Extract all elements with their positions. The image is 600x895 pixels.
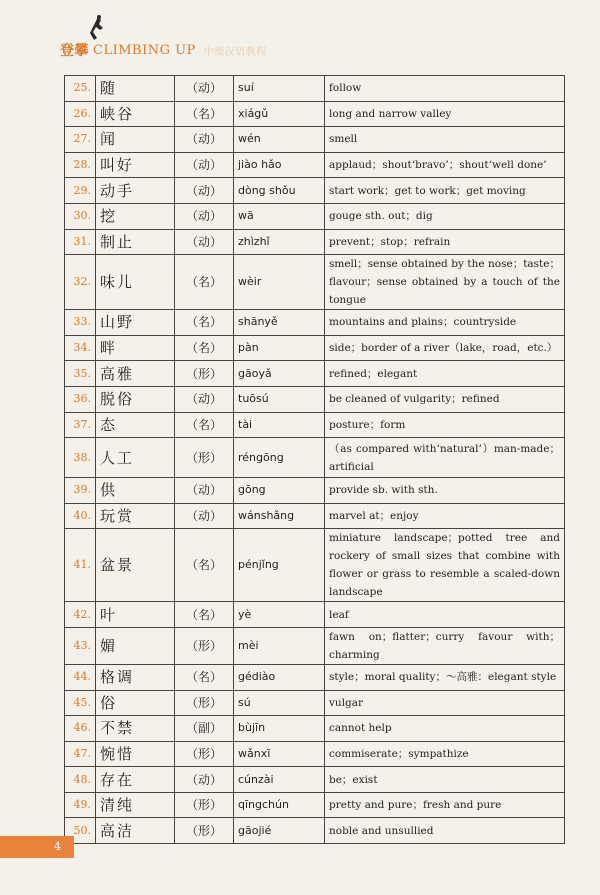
vocab-word: 山野 [96, 310, 175, 336]
table-row [65, 478, 565, 504]
row-number: 26. [65, 101, 96, 127]
vocab-word: 挖 [96, 203, 175, 229]
vocab-word: 盆景 [96, 529, 175, 602]
pinyin: dòng shǒu [234, 178, 325, 204]
vocab-word: 动手 [96, 178, 175, 204]
vocab-word: 清纯 [96, 792, 175, 818]
pinyin: réngōng [234, 438, 325, 478]
pinyin: jiào hǎo [234, 152, 325, 178]
part-of-speech: （动） [175, 478, 234, 504]
english-meaning: start work；get to work；get moving [325, 178, 565, 204]
vocab-word: 味儿 [96, 255, 175, 310]
pinyin: bùjīn [234, 716, 325, 742]
english-meaning: side；border of a river（lake，road，etc.） [325, 335, 565, 361]
vocab-word: 峡谷 [96, 101, 175, 127]
table-row [65, 602, 565, 628]
row-number: 43. [65, 627, 96, 664]
row-number: 35. [65, 361, 96, 387]
row-number: 27. [65, 127, 96, 153]
row-number: 32. [65, 255, 96, 310]
pinyin: wén [234, 127, 325, 153]
english-meaning: pretty and pure；fresh and pure [325, 792, 565, 818]
part-of-speech: （形） [175, 792, 234, 818]
table-row [65, 361, 565, 387]
part-of-speech: （动） [175, 76, 234, 102]
english-meaning: （as compared with‘natural’）man-made；artificial [325, 438, 565, 478]
table-row [65, 229, 565, 255]
page-number: 4 [54, 840, 61, 853]
table-row [65, 690, 565, 716]
vocab-word: 态 [96, 412, 175, 438]
part-of-speech: （动） [175, 178, 234, 204]
part-of-speech: （动） [175, 127, 234, 153]
pinyin: wánshǎng [234, 503, 325, 529]
part-of-speech: （名） [175, 529, 234, 602]
part-of-speech: （名） [175, 255, 234, 310]
english-meaning: provide sb. with sth. [325, 478, 565, 504]
row-number: 25. [65, 76, 96, 102]
english-meaning: marvel at；enjoy [325, 503, 565, 529]
vocab-word: 制止 [96, 229, 175, 255]
row-number: 41. [65, 529, 96, 602]
table-row [65, 767, 565, 793]
row-number: 29. [65, 178, 96, 204]
row-number: 44. [65, 664, 96, 690]
vocab-word: 供 [96, 478, 175, 504]
row-number: 36. [65, 386, 96, 412]
vocab-word: 叫好 [96, 152, 175, 178]
table-row [65, 818, 565, 844]
row-number: 45. [65, 690, 96, 716]
table-row [65, 310, 565, 336]
vocab-word: 高雅 [96, 361, 175, 387]
header-faint-text: 中级汉语教程 [203, 46, 267, 58]
english-meaning: mountains and plains；countryside [325, 310, 565, 336]
pinyin: qīngchún [234, 792, 325, 818]
english-meaning: noble and unsullied [325, 818, 565, 844]
table-row [65, 529, 565, 602]
vocab-word: 闻 [96, 127, 175, 153]
table-row [65, 412, 565, 438]
pinyin: zhìzhǐ [234, 229, 325, 255]
row-number: 28. [65, 152, 96, 178]
english-meaning: smell；sense obtained by the nose；taste；flavour；sense obtained by a touch of the tongue [325, 255, 565, 310]
row-number: 33. [65, 310, 96, 336]
english-meaning: refined；elegant [325, 361, 565, 387]
header-title-en: CLIMBING UP [93, 42, 196, 58]
part-of-speech: （名） [175, 602, 234, 628]
table-row [65, 386, 565, 412]
table-row [65, 152, 565, 178]
vocab-word: 叶 [96, 602, 175, 628]
row-number: 38. [65, 438, 96, 478]
table-row [65, 178, 565, 204]
english-meaning: prevent；stop；refrain [325, 229, 565, 255]
english-meaning: fawn on；flatter；curry favour with；charming [325, 627, 565, 664]
part-of-speech: （副） [175, 716, 234, 742]
english-meaning: be cleaned of vulgarity；refined [325, 386, 565, 412]
vocab-word: 玩赏 [96, 503, 175, 529]
pinyin: tuōsú [234, 386, 325, 412]
pinyin: shānyě [234, 310, 325, 336]
table-row [65, 741, 565, 767]
vocab-word: 脱俗 [96, 386, 175, 412]
table-row [65, 716, 565, 742]
page-number-tab [0, 836, 74, 858]
table-row [65, 203, 565, 229]
pinyin: wǎnxī [234, 741, 325, 767]
vocab-word: 存在 [96, 767, 175, 793]
vocab-word: 人工 [96, 438, 175, 478]
running-header [60, 36, 400, 64]
english-meaning: applaud；shout‘bravo’；shout‘well done’ [325, 152, 565, 178]
vocab-word: 俗 [96, 690, 175, 716]
row-number: 34. [65, 335, 96, 361]
vocabulary-table [64, 75, 565, 844]
part-of-speech: （动） [175, 152, 234, 178]
pinyin: tài [234, 412, 325, 438]
row-number: 30. [65, 203, 96, 229]
part-of-speech: （动） [175, 229, 234, 255]
pinyin: yè [234, 602, 325, 628]
part-of-speech: （形） [175, 438, 234, 478]
pinyin: mèi [234, 627, 325, 664]
row-number: 40. [65, 503, 96, 529]
pinyin: gédiào [234, 664, 325, 690]
english-meaning: vulgar [325, 690, 565, 716]
pinyin: wèir [234, 255, 325, 310]
part-of-speech: （动） [175, 767, 234, 793]
row-number: 42. [65, 602, 96, 628]
part-of-speech: （名） [175, 101, 234, 127]
pinyin: wā [234, 203, 325, 229]
part-of-speech: （动） [175, 203, 234, 229]
pinyin: gōng [234, 478, 325, 504]
part-of-speech: （形） [175, 690, 234, 716]
english-meaning: style；moral quality；～高雅：elegant style [325, 664, 565, 690]
part-of-speech: （形） [175, 741, 234, 767]
row-number: 31. [65, 229, 96, 255]
vocab-word: 高洁 [96, 818, 175, 844]
part-of-speech: （名） [175, 664, 234, 690]
english-meaning: gouge sth. out；dig [325, 203, 565, 229]
pinyin: pàn [234, 335, 325, 361]
part-of-speech: （名） [175, 412, 234, 438]
vocab-word: 不禁 [96, 716, 175, 742]
part-of-speech: （动） [175, 386, 234, 412]
table-row [65, 335, 565, 361]
english-meaning: miniature landscape；potted tree and rockery of small sizes that combine with flower or grass to resemble a scaled-down landscape [325, 529, 565, 602]
row-number: 49. [65, 792, 96, 818]
row-number: 46. [65, 716, 96, 742]
pinyin: cúnzài [234, 767, 325, 793]
pinyin: sú [234, 690, 325, 716]
table-row [65, 255, 565, 310]
vocab-word: 随 [96, 76, 175, 102]
english-meaning: cannot help [325, 716, 565, 742]
part-of-speech: （形） [175, 818, 234, 844]
english-meaning: smell [325, 127, 565, 153]
pinyin: pénjǐng [234, 529, 325, 602]
pinyin: gāojié [234, 818, 325, 844]
english-meaning: long and narrow valley [325, 101, 565, 127]
english-meaning: leaf [325, 602, 565, 628]
english-meaning: commiserate；sympathize [325, 741, 565, 767]
part-of-speech: （名） [175, 335, 234, 361]
table-row [65, 792, 565, 818]
header-title-cn: 登攀 [60, 43, 89, 59]
part-of-speech: （名） [175, 310, 234, 336]
vocab-word: 畔 [96, 335, 175, 361]
vocab-word: 惋惜 [96, 741, 175, 767]
vocab-word: 格调 [96, 664, 175, 690]
table-row [65, 127, 565, 153]
row-number: 39. [65, 478, 96, 504]
part-of-speech: （形） [175, 627, 234, 664]
english-meaning: be；exist [325, 767, 565, 793]
row-number: 48. [65, 767, 96, 793]
english-meaning: follow [325, 76, 565, 102]
pinyin: xiágǔ [234, 101, 325, 127]
table-row [65, 76, 565, 102]
pinyin: gāoyǎ [234, 361, 325, 387]
part-of-speech: （动） [175, 503, 234, 529]
part-of-speech: （形） [175, 361, 234, 387]
table-row [65, 664, 565, 690]
table-row [65, 438, 565, 478]
pinyin: suí [234, 76, 325, 102]
vocab-word: 媚 [96, 627, 175, 664]
table-row [65, 627, 565, 664]
english-meaning: posture；form [325, 412, 565, 438]
table-row [65, 101, 565, 127]
row-number: 50. [65, 818, 96, 844]
row-number: 37. [65, 412, 96, 438]
table-row [65, 503, 565, 529]
row-number: 47. [65, 741, 96, 767]
